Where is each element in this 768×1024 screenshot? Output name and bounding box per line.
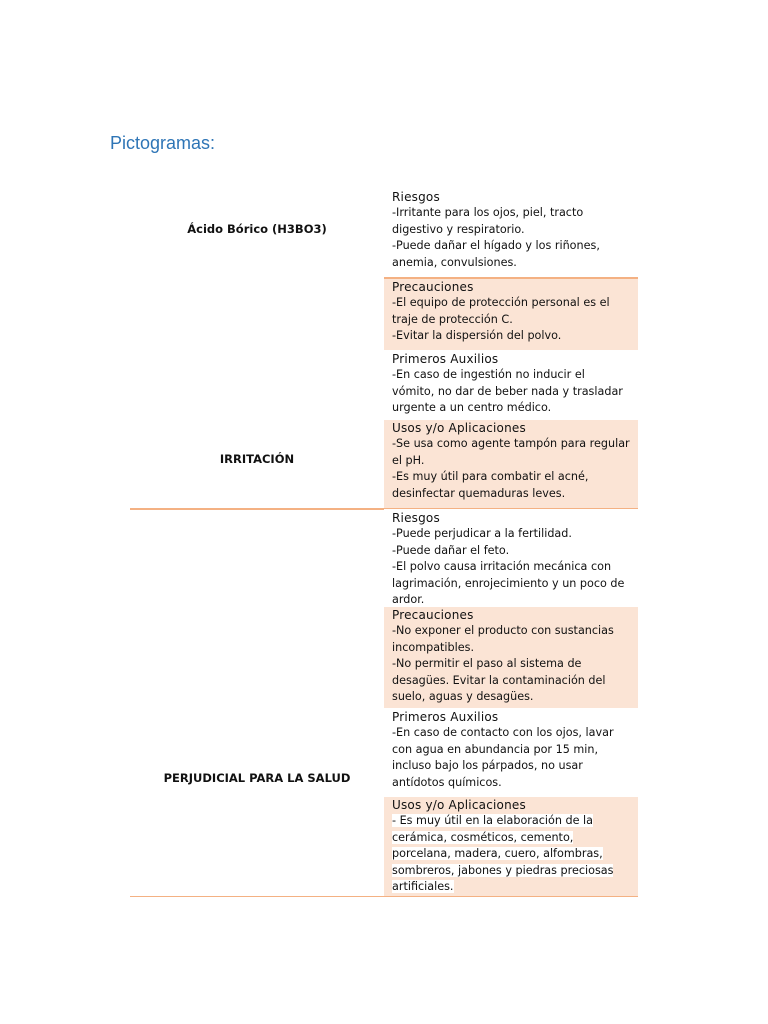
usos-aplicaciones-cell (384, 420, 638, 508)
section-body: -En caso de ingestión no inducir el vómito, no dar de beber nada y trasladar urgente a un centro médico. (392, 368, 623, 415)
section-title: Primeros Auxilios (392, 710, 499, 724)
riesgos-cell (384, 510, 638, 606)
riesgos-cell (384, 189, 638, 277)
section-title: Precauciones (392, 280, 474, 294)
primeros-auxilios-cell (384, 351, 638, 419)
section-title: Riesgos (392, 511, 440, 525)
section-title: Primeros Auxilios (392, 352, 499, 366)
precauciones-cell (384, 607, 638, 708)
section-body: -No exponer el producto con sustancias incompatibles. -No permitir el paso al sistema de desagües. Evitar la contaminación del suelo, aguas y desagües. (392, 624, 614, 704)
row-divider (384, 508, 638, 509)
section-body: - Es muy útil en la elaboración de la cerámica, cosméticos, cemento, porcelana, madera, cuero, alfombras, sombreros, jabones y piedras preciosas artificiales. (392, 814, 614, 894)
precauciones-cell (384, 279, 638, 350)
section-body: -En caso de contacto con los ojos, lavar con agua en abundancia por 15 min, incluso bajo los párpados, no usar antídotos químicos. (392, 726, 614, 789)
section-title: Usos y/o Aplicaciones (392, 421, 526, 435)
section-title: Riesgos (392, 190, 440, 204)
irritation-label: IRRITACIÓN (219, 452, 295, 466)
page-heading: Pictogramas: (110, 133, 216, 153)
usos-aplicaciones-cell (384, 797, 638, 896)
section-title: Precauciones (392, 608, 474, 622)
section-body: -El equipo de protección personal es el traje de protección C. -Evitar la dispersión del polvo. (392, 296, 610, 343)
health-label: PERJUDICIAL PARA LA SALUD (163, 771, 351, 785)
section-body: -Se usa como agente tampón para regular el pH. -Es muy útil para combatir el acné, desinfectar quemaduras leves. (392, 437, 630, 500)
section-body: -Puede perjudicar a la fertilidad. -Puede dañar el feto. -El polvo causa irritación mecánica con lagrimación, enrojecimiento y un poco de ardor. (392, 527, 625, 607)
section-divider (130, 508, 384, 510)
section-body: -Irritante para los ojos, piel, tracto digestivo y respiratorio. -Puede dañar el hígado y los riñones, anemia, convulsiones. (392, 206, 600, 269)
section-title: Usos y/o Aplicaciones (392, 798, 526, 812)
table-bottom-border (130, 896, 638, 897)
compound-label: Ácido Bórico (H3BO3) (187, 222, 327, 236)
primeros-auxilios-cell (384, 709, 638, 796)
